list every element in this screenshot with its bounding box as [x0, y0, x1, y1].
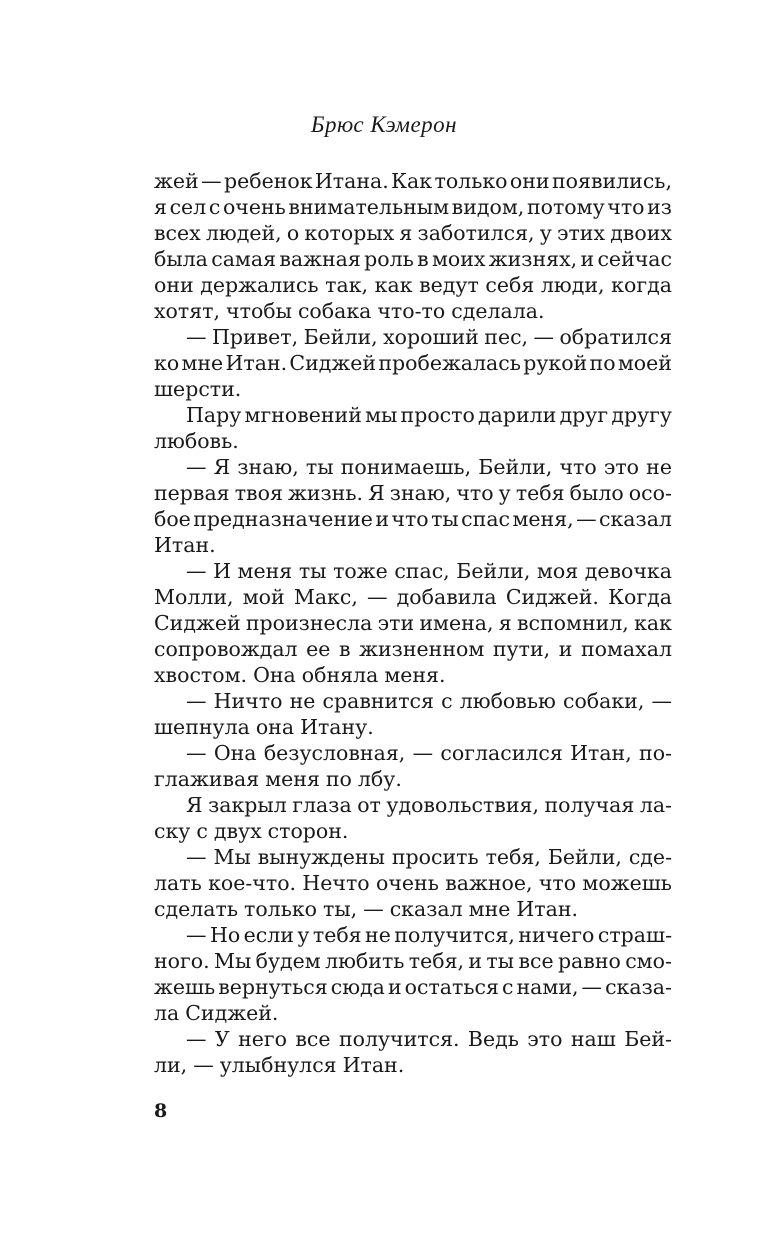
- text-line: шепнула она Итану.: [154, 715, 374, 739]
- text-line: была самая важная роль в моих жизнях, и сейчас: [154, 247, 672, 271]
- text-line: — Она безусловная, — согласился Итан, по-: [186, 741, 672, 765]
- text-line: ску с двух сторон.: [154, 819, 349, 843]
- text-line: — Привет, Бейли, хороший пес, — обратился: [186, 325, 672, 349]
- text-line: первая твоя жизнь. Я знаю, что у тебя было осо-: [154, 481, 672, 505]
- text-line: всех людей, о которых я заботился, у этих двоих: [154, 221, 672, 245]
- text-line: хотят, чтобы собака что-то сделала.: [154, 299, 545, 323]
- body-text: [154, 168, 672, 1078]
- text-line: любовь.: [154, 429, 239, 453]
- text-line: ко мне Итан. Сиджей пробежалась рукой по моей: [154, 351, 672, 375]
- text-line: жей — ребенок Итана. Как только они появились,: [154, 169, 672, 193]
- text-line: ли, — улыбнулся Итан.: [154, 1053, 405, 1077]
- text-line: — У него все получится. Ведь это наш Бей-: [186, 1027, 672, 1051]
- text-line: — Ничто не сравнится с любовью собаки, —: [186, 689, 672, 713]
- text-line: глаживая меня по лбу.: [154, 767, 402, 791]
- text-line: сопровождал ее в жизненном пути, и помахал: [154, 637, 672, 661]
- text-line: ла Сиджей.: [154, 1001, 279, 1025]
- text-line: я сел с очень внимательным видом, потому что из: [154, 195, 672, 219]
- text-line: — И меня ты тоже спас, Бейли, моя девочка: [186, 559, 672, 583]
- text-line: хвостом. Она обняла меня.: [154, 663, 446, 687]
- text-line: Молли, мой Макс, — добавила Сиджей. Когда: [154, 585, 672, 609]
- text-line: Я закрыл глаза от удовольствия, получая ла-: [186, 793, 672, 817]
- page-number: 8: [154, 1100, 168, 1122]
- running-head: Брюс Кэмерон: [310, 112, 458, 137]
- text-line: — Я знаю, ты понимаешь, Бейли, что это не: [186, 455, 672, 479]
- text-line: лать кое-что. Нечто очень важное, что можешь: [154, 871, 672, 895]
- text-line: Итан.: [154, 533, 216, 557]
- text-line: шерсти.: [154, 377, 242, 401]
- text-line: Пару мгновений мы просто дарили друг другу: [186, 403, 672, 427]
- text-line: жешь вернуться сюда и остаться с нами, — сказа-: [154, 975, 672, 999]
- text-line: бое предназначение и что ты спас меня, — сказал: [154, 507, 672, 531]
- text-line: — Мы вынуждены просить тебя, Бейли, сде-: [186, 845, 672, 869]
- text-line: ного. Мы будем любить тебя, и ты все равно смо-: [154, 949, 672, 973]
- text-line: Сиджей произнесла эти имена, я вспомнил, как: [154, 611, 672, 635]
- text-line: — Но если у тебя не получится, ничего страш-: [186, 923, 672, 947]
- text-line: они держались так, как ведут себя люди, когда: [154, 273, 672, 297]
- text-line: сделать только ты, — сказал мне Итан.: [154, 897, 579, 921]
